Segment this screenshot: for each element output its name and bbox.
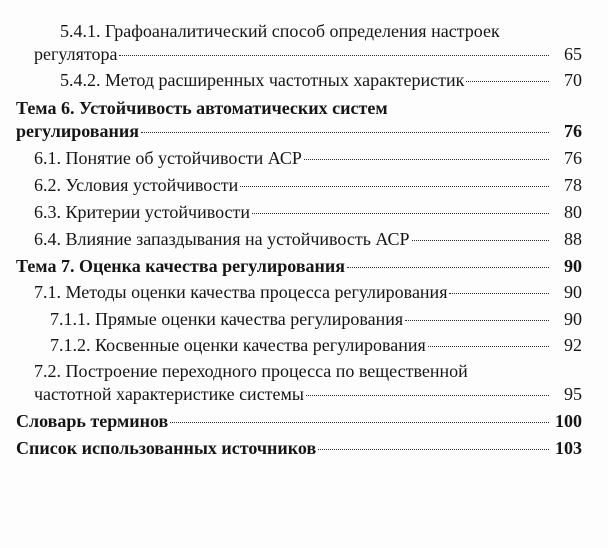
toc-page-number: 76 — [564, 148, 582, 168]
toc-page-number: 103 — [555, 438, 582, 458]
toc-entry-text: 6.4. Влияние запаздывания на устойчивость АСР — [34, 229, 410, 249]
dot-leader — [306, 395, 549, 396]
toc-page-number: 80 — [564, 202, 582, 222]
toc-entry-text: 7.1.2. Косвенные оценки качества регулирования — [50, 335, 426, 355]
toc-entry-text: Словарь терминов — [16, 411, 169, 431]
toc-entry-text: частотной характеристике системы — [34, 384, 305, 404]
toc-entry-text: Тема 7. Оценка качества регулирования — [16, 256, 346, 276]
dot-leader — [449, 293, 549, 294]
toc-page-number: 90 — [564, 282, 582, 302]
dot-leader — [466, 81, 549, 82]
dot-leader — [428, 346, 549, 347]
dot-leader — [304, 159, 549, 160]
toc-entry-text: 7.2. Построение переходного процесса по вещественной — [34, 361, 468, 381]
dot-leader — [252, 213, 549, 214]
toc-page-number: 90 — [564, 256, 582, 276]
toc-entry-text: 5.4.2. Метод расширенных частотных характеристик — [60, 70, 465, 90]
toc-page-number: 100 — [555, 411, 582, 431]
dot-leader — [240, 186, 549, 187]
toc-entry-text: 6.2. Условия устойчивости — [34, 175, 239, 195]
dot-leader — [318, 449, 549, 450]
toc-entry-text: Список использованных источников — [16, 438, 317, 458]
dot-leader — [141, 132, 549, 133]
dot-leader — [170, 422, 549, 423]
toc-entry-text: 7.1.1. Прямые оценки качества регулирования — [50, 309, 404, 329]
toc-page-number: 65 — [564, 44, 582, 64]
toc-page-number: 92 — [564, 335, 582, 355]
toc-page-number: 76 — [564, 121, 582, 141]
dot-leader — [119, 55, 549, 56]
toc-page-number: 70 — [564, 70, 582, 90]
toc-entry-text: регулятора — [34, 44, 118, 64]
dot-leader — [405, 320, 549, 321]
toc-entry-text: Тема 6. Устойчивость автоматических систем — [16, 98, 388, 118]
toc-entry-text: 6.3. Критерии устойчивости — [34, 202, 251, 222]
toc-entry-text: 6.1. Понятие об устойчивости АСР — [34, 148, 302, 168]
toc-page-number: 78 — [564, 175, 582, 195]
dot-leader — [347, 267, 549, 268]
toc-page-number: 90 — [564, 309, 582, 329]
dot-leader — [412, 240, 549, 241]
toc-page-number: 88 — [564, 229, 582, 249]
toc-page-number: 95 — [564, 384, 582, 404]
toc-entry-text: регулирования — [16, 121, 139, 141]
toc-entry-text: 5.4.1. Графоаналитический способ определения настроек — [60, 21, 500, 41]
toc-entry-text: 7.1. Методы оценки качества процесса регулирования — [34, 282, 448, 302]
